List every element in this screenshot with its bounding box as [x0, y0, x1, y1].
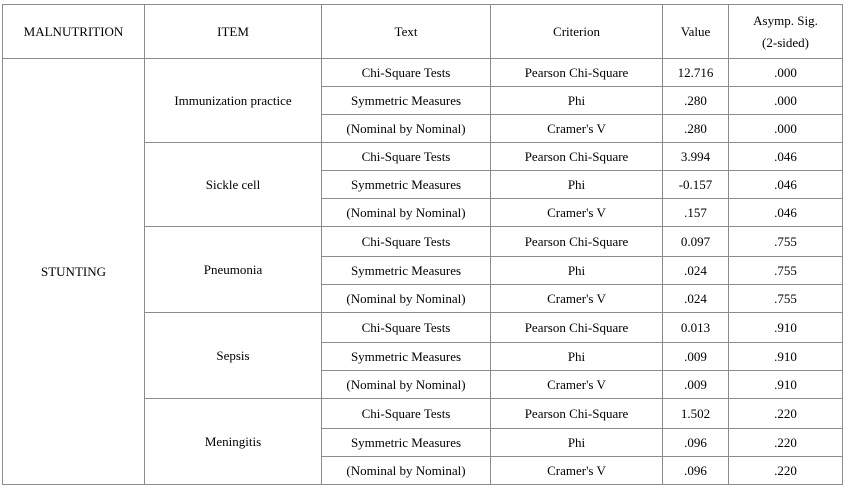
sig-cell: .000 [729, 115, 843, 143]
header-asymp-sig [729, 5, 843, 59]
value-cell: .009 [663, 371, 729, 399]
value-cell: 0.097 [663, 227, 729, 257]
criterion-cell: Pearson Chi-Square [491, 399, 663, 429]
sig-cell: .220 [729, 429, 843, 457]
criterion-cell: Phi [491, 429, 663, 457]
value-cell: 0.013 [663, 313, 729, 343]
header-value: Value [663, 5, 729, 59]
value-cell: .009 [663, 343, 729, 371]
criterion-cell: Cramer's V [491, 199, 663, 227]
item-name-cell: Meningitis [145, 399, 322, 485]
criterion-cell: Cramer's V [491, 115, 663, 143]
text-cell: Chi-Square Tests [322, 227, 491, 257]
sig-cell: .755 [729, 285, 843, 313]
value-cell: .096 [663, 429, 729, 457]
sig-cell: .046 [729, 199, 843, 227]
criterion-cell: Cramer's V [491, 371, 663, 399]
criterion-cell: Phi [491, 171, 663, 199]
text-cell: Chi-Square Tests [322, 59, 491, 87]
text-cell: Symmetric Measures [322, 343, 491, 371]
sig-cell: .000 [729, 87, 843, 115]
value-cell: .280 [663, 87, 729, 115]
value-cell: .096 [663, 457, 729, 485]
criterion-cell: Cramer's V [491, 285, 663, 313]
sig-cell: .910 [729, 313, 843, 343]
header-row [3, 5, 843, 59]
sig-cell: .000 [729, 59, 843, 87]
text-cell: (Nominal by Nominal) [322, 457, 491, 485]
item-name-cell: Immunization practice [145, 59, 322, 143]
text-cell: Symmetric Measures [322, 171, 491, 199]
header-asymp-line2: (2-sided) [762, 34, 809, 50]
value-cell: .157 [663, 199, 729, 227]
text-cell: (Nominal by Nominal) [322, 371, 491, 399]
value-cell: .024 [663, 257, 729, 285]
text-cell: Symmetric Measures [322, 87, 491, 115]
sig-cell: .755 [729, 227, 843, 257]
stats-table [2, 4, 843, 485]
text-cell: (Nominal by Nominal) [322, 115, 491, 143]
item-name-cell: Sickle cell [145, 143, 322, 227]
header-item: ITEM [145, 5, 322, 59]
header-text: Text [322, 5, 491, 59]
header-malnutrition: MALNUTRITION [3, 5, 145, 59]
item-name-cell: Sepsis [145, 313, 322, 399]
criterion-cell: Phi [491, 343, 663, 371]
sig-cell: .755 [729, 257, 843, 285]
criterion-cell: Phi [491, 87, 663, 115]
sig-cell: .910 [729, 371, 843, 399]
text-cell: Symmetric Measures [322, 429, 491, 457]
text-cell: (Nominal by Nominal) [322, 199, 491, 227]
group-cell: STUNTING [3, 59, 145, 485]
text-cell: Chi-Square Tests [322, 313, 491, 343]
criterion-cell: Phi [491, 257, 663, 285]
sig-cell: .220 [729, 457, 843, 485]
sig-cell: .910 [729, 343, 843, 371]
text-cell: Chi-Square Tests [322, 143, 491, 171]
criterion-cell: Cramer's V [491, 457, 663, 485]
value-cell: -0.157 [663, 171, 729, 199]
header-asymp-line1: Asymp. Sig. [753, 12, 818, 28]
criterion-cell: Pearson Chi-Square [491, 313, 663, 343]
text-cell: Symmetric Measures [322, 257, 491, 285]
criterion-cell: Pearson Chi-Square [491, 227, 663, 257]
criterion-cell: Pearson Chi-Square [491, 59, 663, 87]
value-cell: .024 [663, 285, 729, 313]
sig-cell: .220 [729, 399, 843, 429]
sig-cell: .046 [729, 143, 843, 171]
header-criterion: Criterion [491, 5, 663, 59]
value-cell: 1.502 [663, 399, 729, 429]
sig-cell: .046 [729, 171, 843, 199]
text-cell: (Nominal by Nominal) [322, 285, 491, 313]
item-name-cell: Pneumonia [145, 227, 322, 313]
value-cell: 3.994 [663, 143, 729, 171]
criterion-cell: Pearson Chi-Square [491, 143, 663, 171]
table-row [3, 59, 843, 87]
value-cell: .280 [663, 115, 729, 143]
text-cell: Chi-Square Tests [322, 399, 491, 429]
value-cell: 12.716 [663, 59, 729, 87]
